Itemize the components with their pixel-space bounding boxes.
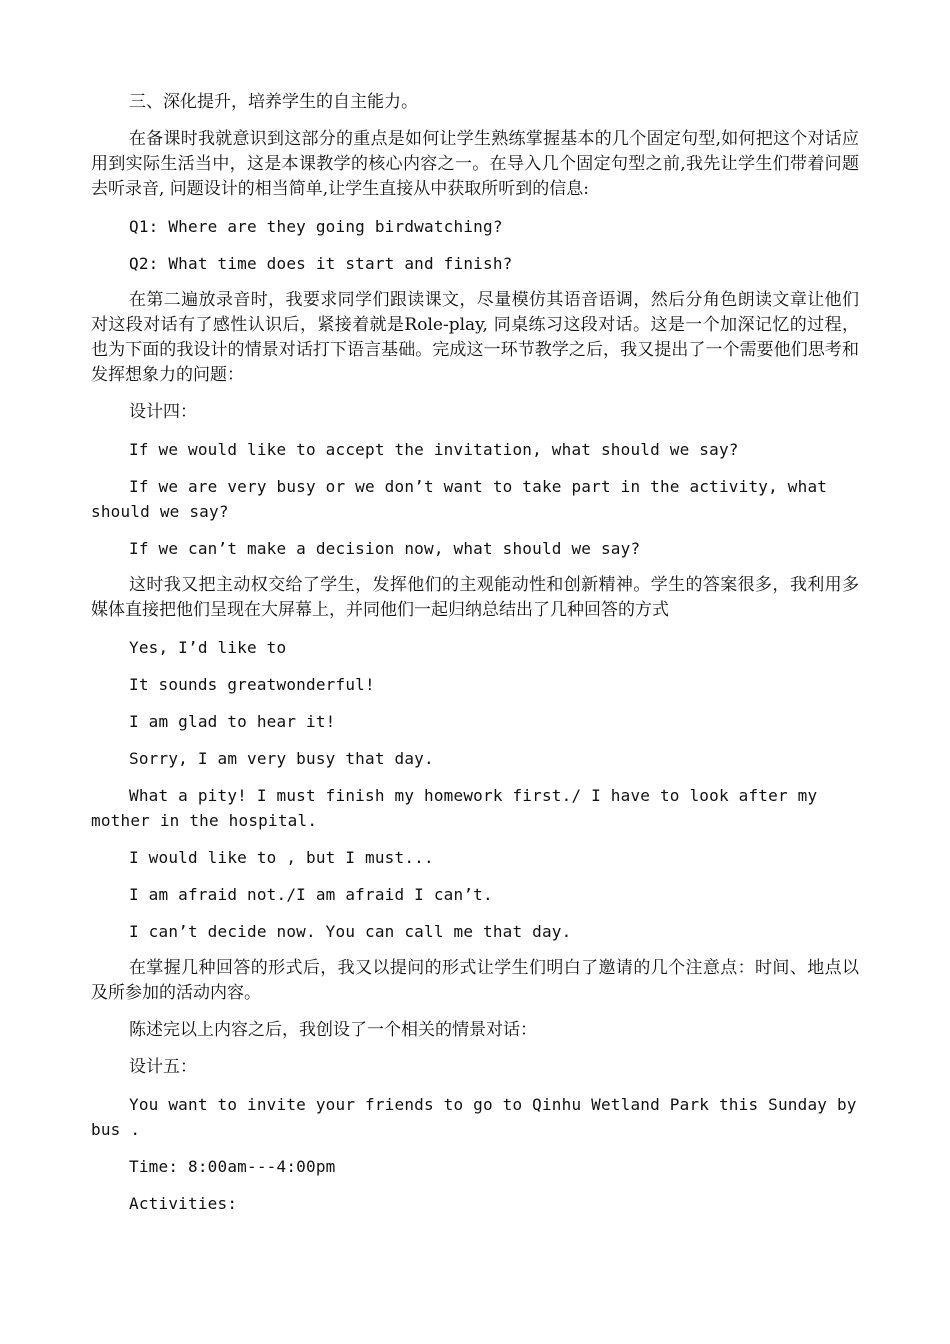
answer-line: What a pity! I must finish my homework first./ I have to look after my mother in the hospital. <box>91 786 818 830</box>
question-line: If we can’t make a decision now, what should we say? <box>129 539 641 558</box>
design-label: 设计五： <box>129 1057 197 1077</box>
paragraph: 在备课时我就意识到这部分的重点是如何让学生熟练掌握基本的几个固定句型,如何把这个对话应用到实际生活当中，这是本课教学的核心内容之一。在导入几个固定句型之前,我先让学生们带着问题去听录音, 问题设计的相当简单,让学生直接从中获取所听到的信息: <box>91 129 859 199</box>
answer-line: Sorry, I am very busy that day. <box>129 749 434 768</box>
answer-line: It sounds greatwonderful! <box>129 675 375 694</box>
scenario-line: Time: 8:00am---4:00pm <box>129 1157 336 1176</box>
answer-line: I am glad to hear it! <box>129 712 336 731</box>
question-line: If we are very busy or we don’t want to take part in the activity, what should we say? <box>91 477 828 521</box>
answer-line: I would like to , but I must... <box>129 848 434 867</box>
paragraph: 这时我又把主动权交给了学生，发挥他们的主观能动性和创新精神。学生的答案很多，我利用多媒体直接把他们呈现在大屏幕上，并同他们一起归纳总结出了几种回答的方式 <box>91 575 859 620</box>
paragraph: 陈述完以上内容之后，我创设了一个相关的情景对话： <box>129 1020 537 1040</box>
question-line: Q2: What time does it start and finish? <box>129 254 513 273</box>
section-heading: 三、深化提升，培养学生的自主能力。 <box>129 92 418 112</box>
paragraph: 在掌握几种回答的形式后，我又以提问的形式让学生们明白了邀请的几个注意点：时间、地点以及所参加的活动内容。 <box>91 958 859 1003</box>
question-line: Q1: Where are they going birdwatching? <box>129 217 503 236</box>
scenario-line: Activities: <box>129 1194 238 1213</box>
document-body <box>91 90 859 1228</box>
question-line: If we would like to accept the invitation, what should we say? <box>129 440 739 459</box>
paragraph: 在第二遍放录音时，我要求同学们跟读课文，尽量模仿其语音语调，然后分角色朗读文章让他们对这段对话有了感性认识后，紧接着就是Role-play, 同桌练习这段对话。这是一个加深记忆的过程，也为下面的我设计的情景对话打下语言基础。完成这一环节教学之后，我又提出了一个需要他们思考和发挥想象力的问题： <box>91 290 859 385</box>
scenario-line: You want to invite your friends to go to Qinhu Wetland Park this Sunday by bus . <box>91 1095 857 1139</box>
design-label: 设计四： <box>129 402 197 422</box>
answer-line: Yes, I’d like to <box>129 638 287 657</box>
answer-line: I can’t decide now. You can call me that day. <box>129 922 572 941</box>
answer-line: I am afraid not./I am afraid I can’t. <box>129 885 493 904</box>
